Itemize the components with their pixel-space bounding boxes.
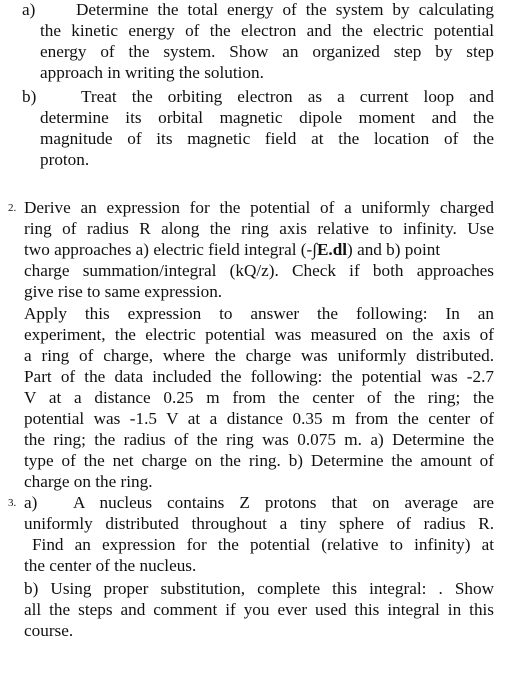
q3-a-line-4: the center of the nucleus. [24, 556, 197, 575]
q2-line-1: Derive an expression for the potential of a uniformly charged [24, 198, 494, 217]
q3-a-line-2: uniformly distributed throughout a tiny sphere of radius R. [24, 514, 494, 533]
part1-a-line-2: the kinetic energy of the electron and the electric potential [40, 21, 494, 40]
q3-b-line-2: all the steps and comment if you ever used this integral in this [24, 600, 494, 619]
q2-apply-line-7: the ring; the radius of the ring was 0.075 m. a) Determine the [24, 430, 494, 449]
part1-a-line-4: approach in writing the solution. [40, 63, 264, 82]
part1-a-line-1: Determine the total energy of the system by calculating [76, 0, 494, 19]
q2-line-5: give rise to same expression. [24, 282, 223, 301]
part1-b-line-2: determine its orbital magnetic dipole moment and the [40, 108, 494, 127]
q3-a-line-3: Find an expression for the potential (relative to infinity) at [32, 535, 494, 554]
part1-b-line-1: Treat the orbiting electron as a current loop and [81, 87, 494, 106]
question-2-number: 2. [8, 202, 17, 214]
q2-line-3-end: ) and b) point [347, 240, 441, 259]
part1-b-line-3: magnitude of its magnetic field at the location of the [40, 129, 494, 148]
part1-a-label: a) [22, 0, 36, 19]
part1-b-line-4: proton. [40, 150, 90, 169]
q3-a-label: a) [24, 493, 38, 512]
q3-a-line-1: A nucleus contains Z protons that on average are [73, 493, 494, 512]
q2-line-4: charge summation/integral (kQ/z). Check if both approaches [24, 261, 494, 280]
question-3-number: 3. [8, 497, 17, 509]
q2-apply-line-4: Part of the data included the following: the potential was -2.7 [24, 367, 494, 386]
q2-apply-line-2: experiment, the electric potential was measured on the axis of [24, 325, 494, 344]
q3-b-line-1: b) Using proper substitution, complete this integral: . Show [24, 579, 494, 598]
q2-line-3-start: two approaches a) electric field integral (-∫ [24, 240, 317, 259]
part1-b-label: b) [22, 87, 37, 106]
q2-apply-line-5: V at a distance 0.25 m from the center of the ring; the [24, 388, 494, 407]
q3-b-line-3: course. [24, 621, 74, 640]
q2-apply-line-1: Apply this expression to answer the following: In an [24, 304, 494, 323]
q2-apply-line-3: a ring of charge, where the charge was uniformly distributed. [24, 346, 494, 365]
q2-line-2: ring of radius R along the ring axis relative to infinity. Use [24, 219, 494, 238]
q2-apply-line-8: type of the net charge on the ring. b) Determine the amount of [24, 451, 494, 470]
q2-apply-line-9: charge on the ring. [24, 472, 153, 491]
q2-apply-line-6: potential was -1.5 V at a distance 0.35 m from the center of [24, 409, 494, 428]
q2-line-3 [24, 239, 440, 260]
q2-line-3-bold: E.dl [316, 240, 348, 259]
part1-a-line-3: energy of the system. Show an organized step by step [40, 42, 494, 61]
